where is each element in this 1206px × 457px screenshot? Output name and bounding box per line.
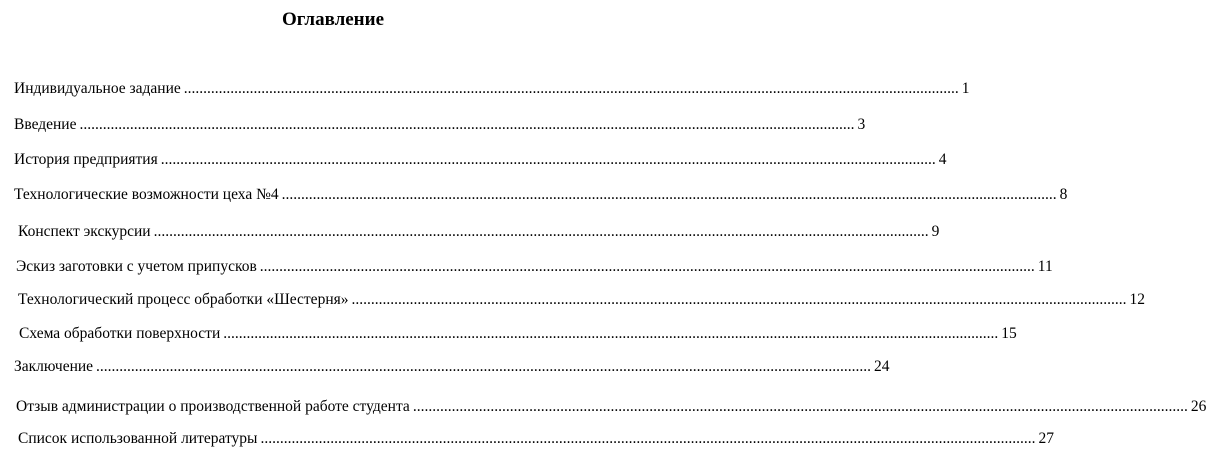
toc-leader: ........................................................................................................................................................................................................ — [153, 223, 929, 240]
toc-entry-text: История предприятия — [14, 151, 158, 168]
toc-entry-conclusion — [14, 357, 890, 377]
toc-entry-page: 3 — [857, 116, 866, 133]
toc-leader: ........................................................................................................................................................................................................ — [259, 258, 1035, 275]
toc-leader: ........................................................................................................................................................................................................ — [96, 358, 872, 375]
toc-leader: ........................................................................................................................................................................................................ — [223, 325, 999, 342]
toc-entry-enterprise-history — [14, 150, 947, 170]
toc-entry-text: Технологический процесс обработки «Шестерня» — [18, 291, 349, 308]
toc-entry-text: Отзыв администрации о производственной работе студента — [16, 398, 410, 415]
toc-entry-text: Эскиз заготовки с учетом припусков — [16, 258, 257, 275]
toc-leader: ........................................................................................................................................................................................................ — [79, 116, 855, 133]
toc-entry-page: 27 — [1038, 430, 1054, 447]
toc-entry-text: Индивидуальное задание — [14, 80, 181, 97]
toc-entry-text: Список использованной литературы — [18, 430, 258, 447]
toc-entry-workshop-capabilities — [14, 185, 1068, 205]
toc-entry-excursion-summary — [18, 222, 940, 242]
toc-leader: ........................................................................................................................................................................................................ — [351, 291, 1127, 308]
toc-entry-text: Технологические возможности цеха №4 — [14, 186, 279, 203]
toc-leader: ........................................................................................................................................................................................................ — [260, 430, 1036, 447]
toc-entry-introduction — [14, 115, 866, 135]
toc-leader: ........................................................................................................................................................................................................ — [160, 151, 936, 168]
toc-entry-individual-task — [14, 79, 970, 99]
toc-entry-page: 26 — [1190, 398, 1206, 415]
toc-entry-page: 24 — [874, 358, 890, 375]
toc-entry-page: 4 — [938, 151, 947, 168]
toc-entry-text: Введение — [14, 116, 77, 133]
toc-entry-references — [18, 429, 1054, 449]
toc-entry-technological-process — [18, 290, 1145, 310]
toc-entry-text: Конспект экскурсии — [18, 223, 151, 240]
toc-entry-page: 9 — [931, 223, 940, 240]
toc-entry-text: Схема обработки поверхности — [19, 325, 221, 342]
toc-entry-text: Заключение — [14, 358, 94, 375]
toc-entry-surface-scheme — [19, 324, 1017, 344]
toc-leader: ........................................................................................................................................................................................................ — [281, 186, 1057, 203]
toc-entry-administration-review — [16, 397, 1206, 417]
toc-entry-page: 8 — [1059, 186, 1068, 203]
toc-entry-page: 11 — [1037, 258, 1053, 275]
toc-entry-page: 12 — [1129, 291, 1145, 308]
toc-entry-blank-sketch — [16, 257, 1053, 277]
toc-entry-page: 15 — [1001, 325, 1017, 342]
page-title: Оглавление — [281, 9, 385, 30]
toc-leader: ........................................................................................................................................................................................................ — [412, 398, 1188, 415]
toc-entry-page: 1 — [961, 80, 970, 97]
toc-leader: ........................................................................................................................................................................................................ — [183, 80, 959, 97]
